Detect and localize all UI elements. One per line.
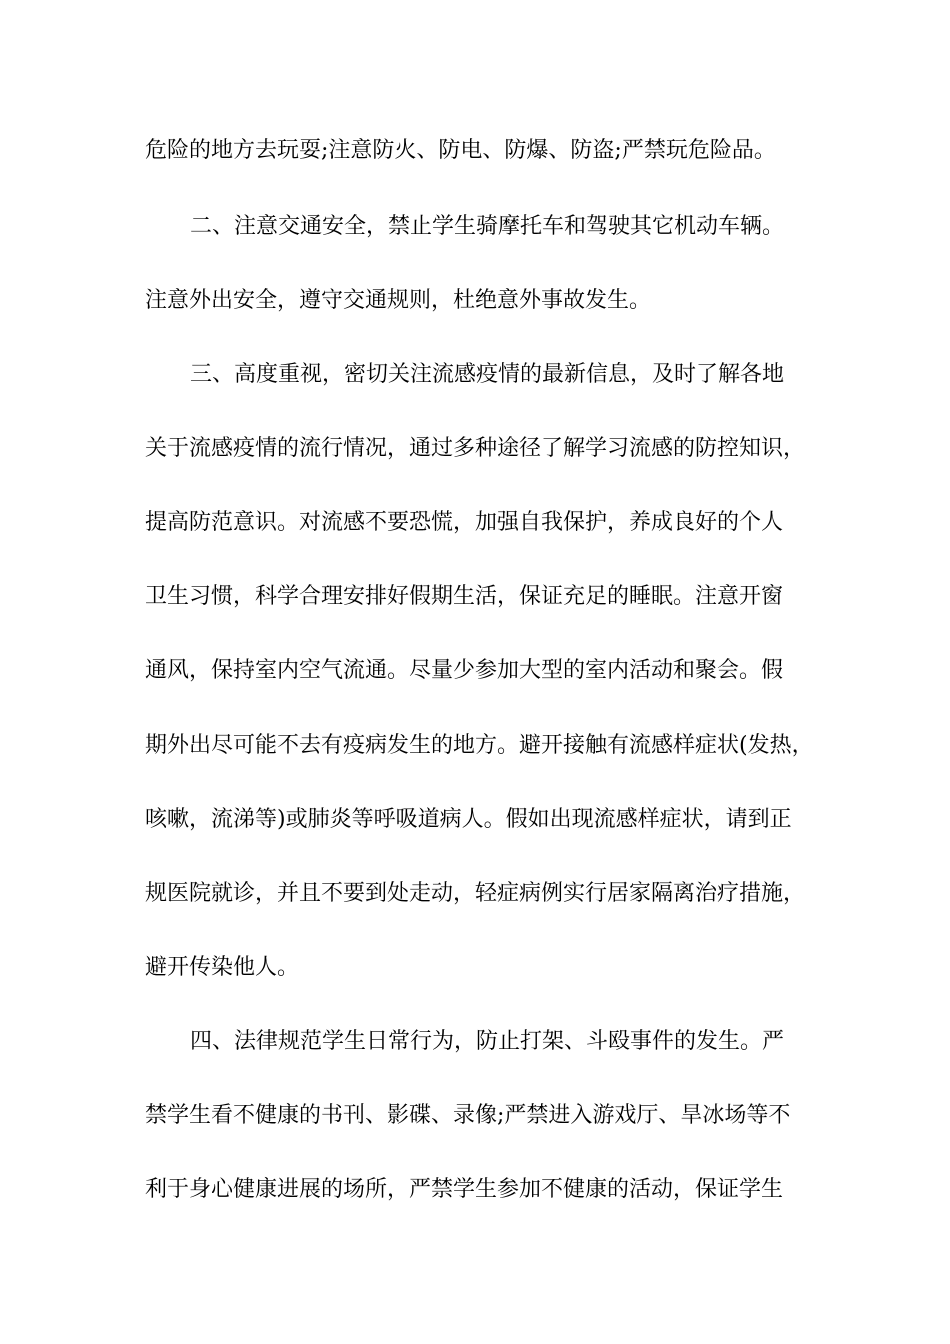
text-line: 利于身心健康进展的场所，严禁学生参加不健康的活动，保证学生 bbox=[145, 1177, 784, 1202]
text-line: 咳嗽，流涕等)或肺炎等呼吸道病人。假如出现流感样症状，请到正 bbox=[145, 807, 792, 832]
text-line: 通风，保持室内空气流通。尽量少参加大型的室内活动和聚会。假 bbox=[145, 658, 784, 683]
text-line: 期外出尽可能不去有疫病发生的地方。避开接触有流感样症状(发热， bbox=[145, 733, 814, 758]
text-line: 二、注意交通安全，禁止学生骑摩托车和驾驶其它机动车辆。 bbox=[190, 214, 785, 239]
text-line: 注意外出安全，遵守交通规则，杜绝意外事故发生。 bbox=[145, 288, 652, 313]
text-line: 卫生习惯，科学合理安排好假期生活，保证充足的睡眠。注意开窗 bbox=[145, 584, 784, 609]
text-line: 禁学生看不健康的书刊、影碟、录像;严禁进入游戏厅、旱冰场等不 bbox=[145, 1103, 791, 1128]
text-line: 提高防范意识。对流感不要恐慌，加强自我保护，养成良好的个人 bbox=[145, 510, 784, 535]
text-line: 规医院就诊，并且不要到处走动，轻症病例实行居家隔离治疗措施， bbox=[145, 881, 806, 906]
text-line: 关于流感疫情的流行情况，通过多种途径了解学习流感的防控知识， bbox=[145, 436, 806, 461]
text-line: 四、法律规范学生日常行为，防止打架、斗殴事件的发生。严 bbox=[190, 1029, 785, 1054]
text-line: 三、高度重视，密切关注流感疫情的最新信息，及时了解各地 bbox=[190, 362, 785, 387]
text-line: 危险的地方去玩耍;注意防火、防电、防爆、防盗;严禁玩危险品。 bbox=[145, 138, 776, 163]
text-line: 避开传染他人。 bbox=[145, 955, 300, 980]
